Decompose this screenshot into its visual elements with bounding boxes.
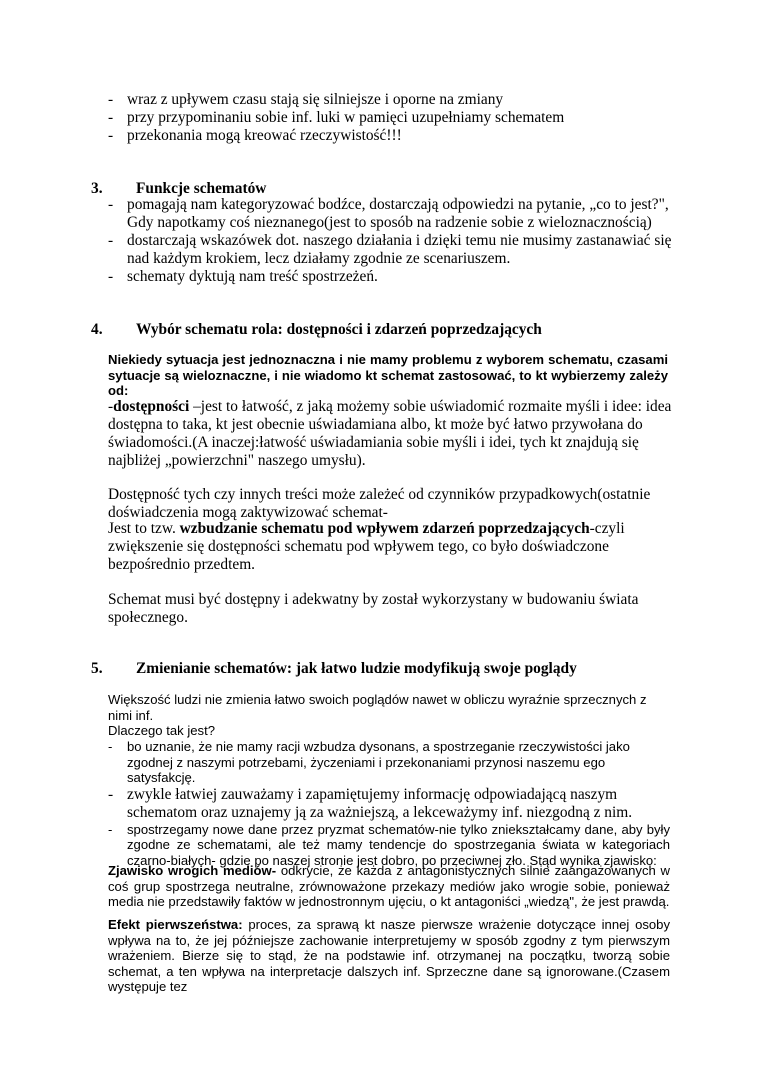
- priming-paragraph: Jest to tzw. wzbudzanie schematu pod wpływem zdarzeń poprzedzających-czyli zwiększenie się dostępności schematu pod wpływem tego, co było doświadczone bezpośrednio przedtem.: [108, 520, 625, 573]
- availability-paragraph: -dostępności –jest to łatwość, z jaką możemy sobie uświadomić rozmaite myśli i idee: idea dostępna to taka, kt jest obecnie uświadamiana albo, kt może być łatwo przywołana do świadomości.(A inaczej:łatwość uświadamiania sobie myśli i idei, tych kt znajdują się najbliżej „powierzchni" naszego umysłu).: [108, 398, 672, 469]
- availability-term: dostępności: [113, 398, 190, 415]
- hostile-media-term: Zjawisko wrogich mediów-: [108, 863, 277, 878]
- list-item: - przekonania mogą kreować rzeczywistość!!!: [108, 127, 402, 144]
- section-title: Funkcje schematów: [136, 180, 267, 197]
- section-4-intro: Niekiedy sytuacja jest jednoznaczna i nie mamy problemu z wyborem schematu, czasami sytuacje są wieloznaczne, i nie wiadomo kt schemat zastosować, to kt wybierzemy zależy od:: [108, 352, 668, 398]
- section-title: Zmienianie schematów: jak łatwo ludzie modyfikują swoje poglądy: [136, 660, 577, 677]
- section-5-heading: [91, 660, 577, 678]
- list-item: - przy przypominaniu sobie inf. luki w pamięci uzupełniamy schematem: [108, 109, 565, 126]
- list-item: - wraz z upływem czasu stają się silniejsze i oporne na zmiany: [108, 91, 504, 108]
- section-number: 4.: [91, 321, 103, 338]
- list-item: - pomagają nam kategoryzować bodźce, dostarczają odpowiedzi na pytanie, „co to jest?", Gdy napotkamy coś nieznanego(jest to sposób na radzenie sobie z wieloznacznością): [108, 196, 669, 231]
- list-item: - dostarczają wskazówek dot. naszego działania i dzięki temu nie musimy zastanawiać się nad każdym krokiem, lecz działamy zgodnie ze scenariuszem.: [108, 232, 672, 267]
- list-item: - bo uznanie, że nie mamy racji wzbudza dysonans, a spostrzeganie rzeczywistości jako zgodnej z naszymi potrzebami, życzeniami i przekonaniami przynosi naszemu ego satysfakcję.: [108, 739, 630, 785]
- section-number: 3.: [91, 180, 103, 197]
- intro-bullet-list: [108, 91, 678, 145]
- list-item: - zwykle łatwiej zauważamy i zapamiętujemy informację odpowiadającą naszym schematom oraz uznajemy ją za ważniejszą, a lekceważymy inf. niezgodną z nim.: [108, 785, 633, 821]
- availability-factors-paragraph: Dostępność tych czy innych treści może zależeć od czynników przypadkowych(ostatnie doświadczenia mogą zaktywizować schemat-: [108, 486, 651, 521]
- primacy-effect-paragraph: Efekt pierwszeństwa: proces, za sprawą kt nasze pierwsze wrażenie dotyczące innej osoby wpływa na to, że jej późniejsze zachowanie interpretujemy w sposób zgodny z tym pierwszym wrażeniem. Bierze się to stąd, że na podstawie inf. otrzymanej na początku, tworzą sobie schemat, a ten wpływa na interpretacje dalszych inf. Sprzeczne dane są ignorowane.(Czasem występuje tez: [108, 917, 671, 994]
- list-item: - schematy dyktują nam treść spostrzeżeń.: [108, 268, 378, 285]
- priming-term: wzbudzanie schematu pod wpływem zdarzeń poprzedzających: [179, 520, 590, 537]
- section-number: 5.: [91, 660, 103, 677]
- section-title: Wybór schematu rola: dostępności i zdarzeń poprzedzających: [136, 321, 542, 338]
- section-5-intro: Większość ludzi nie zmienia łatwo swoich poglądów nawet w obliczu wyraźnie sprzecznych z nimi inf.: [108, 692, 647, 723]
- section-3-bullet-list: [108, 196, 673, 286]
- schema-adequacy-paragraph: Schemat musi być dostępny i adekwatny by został wykorzystany w budowaniu świata społecznego.: [108, 591, 639, 626]
- section-5-question: Dlaczego tak jest?: [108, 723, 215, 738]
- section-4-heading: [91, 321, 542, 339]
- section-5-bullet-list: [108, 739, 670, 868]
- list-item: - spostrzegamy nowe dane przez pryzmat schematów-nie tylko zniekształcamy dane, aby były zgodne ze schematami, ale też mamy tendencje do spostrzegania świata w kategoriach czarno-białych- gdzie po naszej stronie jest dobro, po przeciwnej zło. Stąd wynika zjawisko:: [108, 821, 670, 868]
- hostile-media-paragraph: Zjawisko wrogich mediów- odkrycie, że każda z antagonistycznych silnie zaangażowanych w coś grup spostrzega neutralne, zrównoważone przekazy mediów jako wrogie sobie, ponieważ media nie przedstawiły faktów w jednostronnym ujęciu, o kt antagoniści „wiedzą", że jest prawdą.: [108, 863, 670, 909]
- primacy-effect-term: Efekt pierwszeństwa:: [108, 917, 243, 932]
